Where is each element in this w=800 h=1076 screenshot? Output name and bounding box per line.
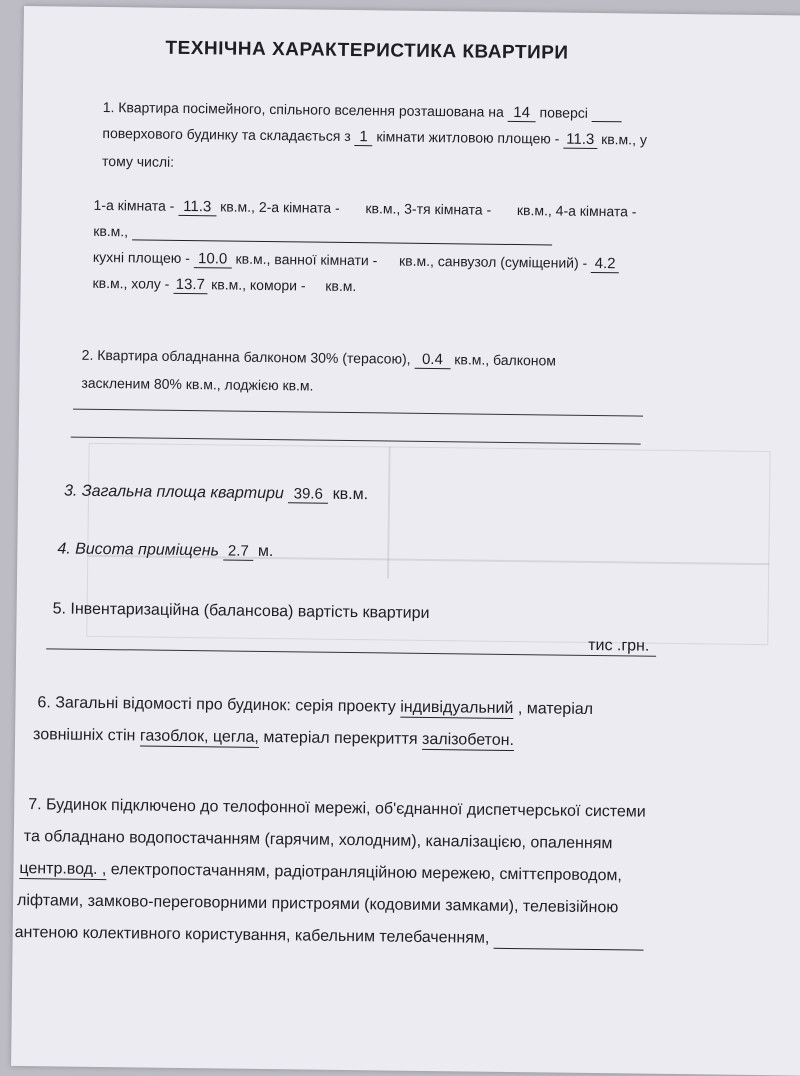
room1-value: 11.3 bbox=[178, 198, 216, 216]
total-area-unit: кв.м. bbox=[332, 485, 369, 504]
living-area-value: 11.3 bbox=[563, 131, 597, 149]
project-series-value: індивідуальний bbox=[400, 698, 514, 718]
s6-text-b: , матеріал bbox=[517, 700, 594, 719]
s6-text-d: матеріал перекриття bbox=[263, 728, 418, 748]
s7-text-3: електропостачанням, радіотранляційною мережею, сміттєпроводом, bbox=[110, 861, 622, 885]
s6-line2 bbox=[33, 726, 514, 751]
floor-value: 14 bbox=[508, 104, 536, 122]
s1-kitchen-line bbox=[93, 249, 619, 273]
s7-line1: 7. Будинок підключено до телофонної мережі, об'єднанної диспетчерської системи bbox=[28, 796, 646, 821]
s3-line bbox=[64, 483, 368, 505]
s2-line1 bbox=[82, 347, 556, 371]
s1-text-2c: кв.м., у bbox=[601, 131, 648, 148]
s6-line1 bbox=[37, 694, 593, 720]
wc-label: кв.м., санвузол (суміщений) - bbox=[398, 252, 588, 271]
kitchen-label: кухні площею - bbox=[92, 248, 190, 267]
rooms-value: 1 bbox=[354, 128, 372, 146]
room4-label: кв.м., 4-а кімната - bbox=[516, 202, 637, 220]
s1-text-1a: 1. Квартира посімейного, спільного вселення розташована на bbox=[102, 98, 504, 120]
walls-material-value: газоблок, цегла, bbox=[139, 727, 260, 746]
document-sheet bbox=[11, 6, 800, 1076]
s7-line3 bbox=[19, 860, 622, 886]
kitchen-value: 10.0 bbox=[194, 250, 232, 268]
height-label: 4. Висота приміщень bbox=[57, 540, 220, 560]
s1-line2 bbox=[102, 125, 647, 150]
s5-value-line bbox=[46, 648, 656, 656]
storage-unit: кв.м. bbox=[325, 277, 357, 295]
room1-label: 1-а кімната - bbox=[93, 196, 175, 214]
s7-text-5: антеною колективного користування, кабельним телебаченням, bbox=[14, 923, 490, 947]
s1-text-2a: поверхового будинку та складається з bbox=[102, 124, 351, 145]
s1-text-1b: поверсі bbox=[539, 104, 589, 121]
hall-label: кв.м., холу - bbox=[92, 274, 170, 292]
total-area-label: 3. Загальна площа квартири bbox=[63, 482, 284, 503]
room2-label: кв.м., 2-а кімната - bbox=[220, 198, 340, 216]
s1-rooms-line2 bbox=[93, 223, 552, 246]
s1-line1 bbox=[103, 99, 622, 123]
s5-label: 5. Інвентаризаційна (балансова) вартість квартири bbox=[52, 600, 430, 622]
s6-text-c: зовнішніх стін bbox=[32, 726, 136, 745]
s2-text-a: 2. Квартира обладнанна балконом 30% (терасою), bbox=[81, 346, 411, 367]
s1-rooms-line bbox=[93, 197, 636, 222]
storage-label: кв.м., комори - bbox=[211, 276, 306, 294]
s2-line2: засклeним 80% кв.м., лоджією кв.м. bbox=[81, 374, 314, 394]
balcony-value: 0.4 bbox=[414, 351, 450, 369]
height-value: 2.7 bbox=[223, 542, 253, 560]
document-title: ТЕХНІЧНА ХАРАКТЕРИСТИКА КВАРТИРИ bbox=[165, 37, 569, 64]
s4-line bbox=[57, 540, 273, 561]
s2-blank-line-1 bbox=[73, 409, 643, 417]
total-area-value: 39.6 bbox=[288, 485, 328, 503]
hall-value: 13.7 bbox=[173, 276, 207, 294]
s1-hall-line bbox=[93, 275, 357, 296]
s7-line4: ліфтами, замково-переговорними пристроями (кодовими замками), телевізійною bbox=[16, 891, 619, 917]
rooms-extra-blank bbox=[132, 223, 552, 245]
s7-line2: та обладнано водопостачанням (гарячим, холодним), каналізацією, опаленням bbox=[23, 828, 613, 853]
floor-count-blank bbox=[592, 105, 622, 122]
bathroom-label: кв.м., ванної кімнати - bbox=[235, 250, 378, 269]
s1-line3: тому числі: bbox=[102, 152, 175, 170]
wc-value: 4.2 bbox=[591, 255, 619, 273]
s2-text-b: кв.м., балконом bbox=[454, 351, 557, 369]
height-unit: м. bbox=[257, 542, 274, 561]
s1-text-2b: кімнати житловою площею - bbox=[376, 128, 560, 147]
room-unit-text: кв.м., bbox=[93, 222, 129, 240]
s6-text-a: 6. Загальні відомості про будинок: серія проекту bbox=[37, 694, 396, 716]
s7-blank bbox=[494, 930, 644, 951]
s5-unit: тис .грн. bbox=[588, 636, 650, 655]
s7-line5 bbox=[15, 924, 644, 951]
ceiling-material-value: залізобетон. bbox=[421, 730, 515, 750]
room3-label: кв.м., 3-тя кімната - bbox=[365, 200, 492, 218]
heating-value: центр.вод. , bbox=[19, 860, 107, 879]
